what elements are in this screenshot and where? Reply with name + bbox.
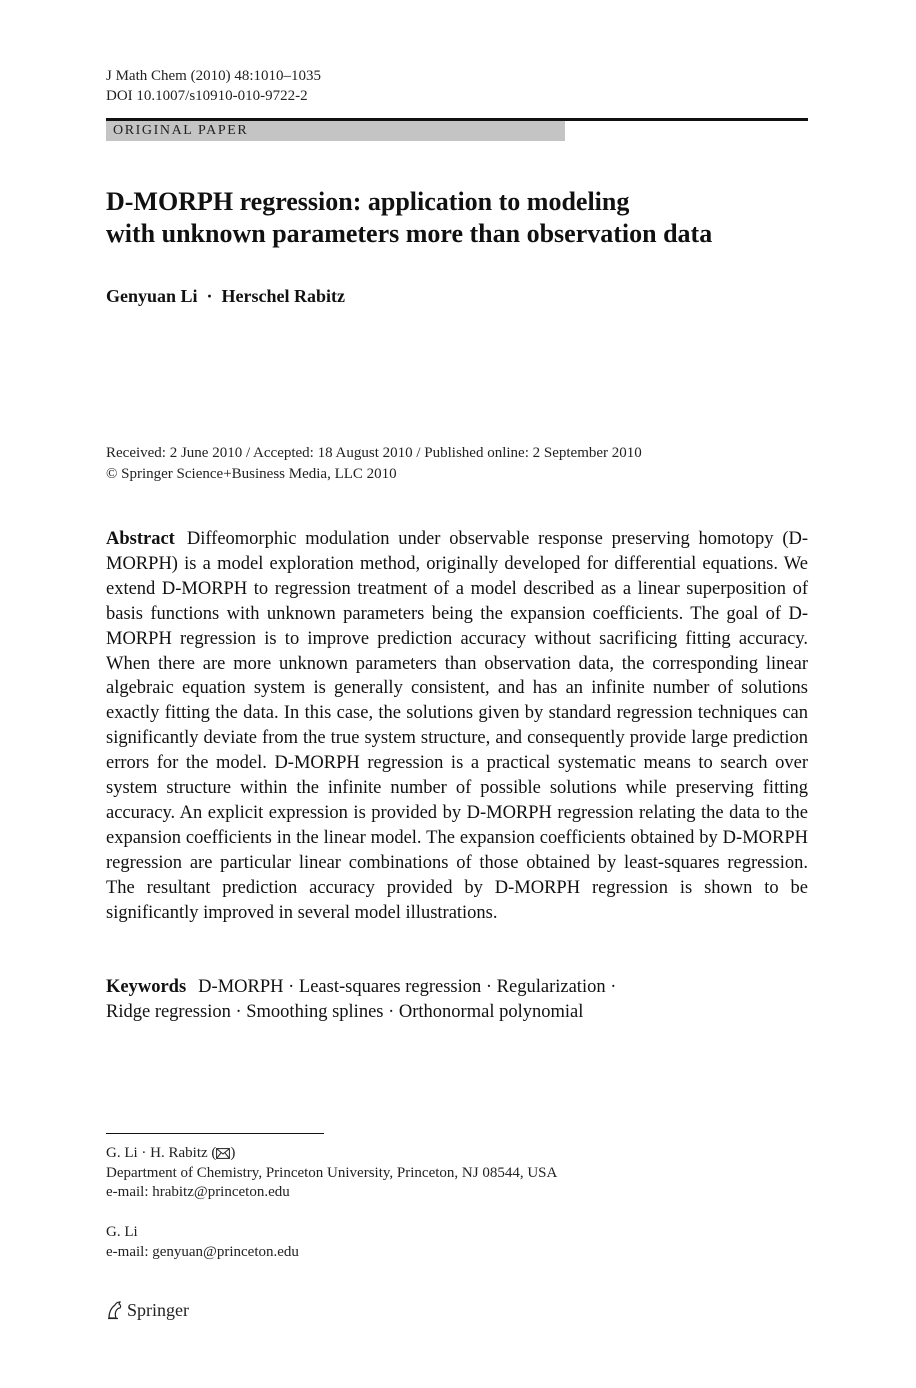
copyright-notice: © Springer Science+Business Media, LLC 2010 (106, 466, 397, 482)
paper-title-line-2: with unknown parameters more than observation data (106, 219, 713, 248)
publication-dates (106, 443, 642, 485)
affiliation-authors (106, 1144, 557, 1164)
second-author-block (106, 1223, 299, 1262)
affiliation-block (106, 1144, 557, 1203)
affiliation-authors-end: ) (230, 1145, 236, 1161)
abstract-label: Abstract (106, 529, 175, 549)
springer-horse-icon (106, 1300, 124, 1320)
affiliation-department: Department of Chemistry, Princeton University, Princeton, NJ 08544, USA (106, 1164, 558, 1181)
author-name: Herschel Rabitz (221, 286, 346, 306)
keywords-line-1: D-MORPH · Least-squares regression · Regularization · (198, 977, 617, 997)
footnote-rule (106, 1133, 324, 1134)
abstract-text: Diffeomorphic modulation under observable response preserving homotopy (D-MORPH) is a model exploration method, originally developed for differential equations. We extend D-MORPH to regression treatment of a model described as a linear superposition of basis functions with unknown parameters being the expansion coefficients. The goal of D-MORPH regression is to improve prediction accuracy without sacrificing fitting accuracy. When there are more unknown parameters than observation data, the corresponding linear algebraic equation system is generally consistent, and has an infinite number of solutions exactly fitting the data. In this case, the solutions given by standard regression techniques can significantly deviate from the true system structure, and consequently provide large prediction errors for the model. D-MORPH regression is a practical systematic means to search over system structure within the infinite number of possible solutions while preserving fitting accuracy. An explicit expression is provided by D-MORPH regression relating the data to the expansion coefficients in the linear model. The expansion coefficients obtained by D-MORPH regression are particular linear combinations of those obtained by least-squares regression. The resultant prediction accuracy provided by D-MORPH regression is shown to be significantly improved in several model illustrations. (106, 529, 808, 923)
author-name: Genyuan Li (106, 286, 198, 306)
second-author-name: G. Li (106, 1224, 138, 1240)
envelope-icon (216, 1148, 230, 1159)
affiliation-email[interactable]: e-mail: hrabitz@princeton.edu (106, 1184, 290, 1200)
history-dates: Received: 2 June 2010 / Accepted: 18 August 2010 / Published online: 2 September 2010 (106, 445, 642, 461)
second-author-email[interactable]: e-mail: genyuan@princeton.edu (106, 1243, 299, 1260)
abstract (106, 527, 808, 926)
author-list (106, 285, 345, 307)
article-type-banner: ORIGINAL PAPER (106, 121, 565, 141)
affiliation-authors-text: G. Li · H. Rabitz ( (106, 1145, 217, 1161)
keywords (106, 975, 808, 1025)
keywords-label: Keywords (106, 977, 187, 997)
journal-citation: J Math Chem (2010) 48:1010–1035 (106, 68, 321, 84)
publisher-logo (106, 1299, 189, 1321)
keywords-line-2: Ridge regression · Smoothing splines · Orthonormal polynomial (106, 1002, 584, 1022)
publisher-name: Springer (127, 1300, 189, 1320)
journal-doi: DOI 10.1007/s10910-010-9722-2 (106, 88, 308, 104)
author-separator: · (206, 286, 213, 306)
paper-title-line-1: D-MORPH regression: application to modeling (106, 187, 630, 216)
paper-title (106, 186, 826, 250)
